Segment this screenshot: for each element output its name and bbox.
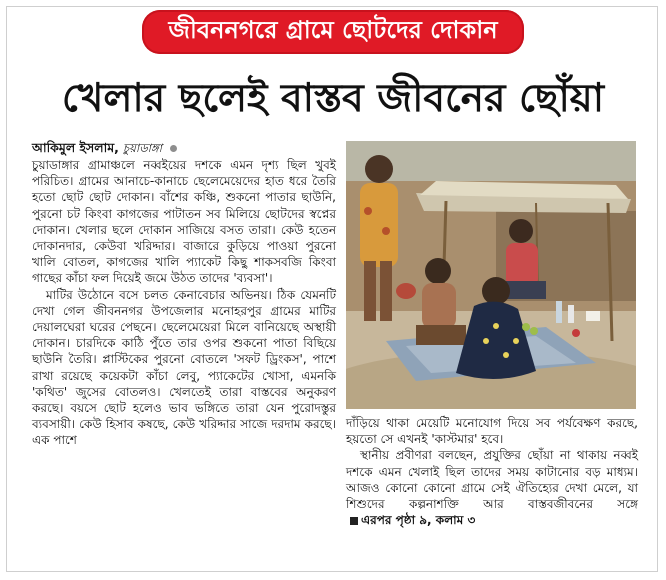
byline-dot-icon — [170, 145, 177, 152]
headline: খেলার ছলেই বাস্তব জীবনের ছোঁয়া — [61, 75, 605, 121]
article-paragraph-2: মাটির উঠোনে বসে চলত কেনাবেচার অভিনয়। ঠিক যেমনটি দেখা গেল জীবননগর উপজেলার মনোহরপুর গ্রামের মাটির দেয়ালঘেরা ঘরের পেছনে। ছেলেমেয়েরা মিলে বানিয়েছে অস্থায়ী দোকান। চারদিকে কাঠি পুঁতে তার ওপর শুকনো পাতা বিছিয়ে ছাউনি তৈরি। প্লাস্টিকের পুরনো বোতলে 'সফট ড্রিংকস', পাশে রাখা রয়েছে কয়েকটা কাঁচা লেবু, প্যাকেটের খোসা, এমনকি 'কথিত' জুসের বোতলও। খেলতেই তারা বাস্তবের অনুকরণ করছে। বয়সে ছোট হলেও ভাব ভঙ্গিতে তারা যেন পুরোদস্তুর ব্যবসায়ী। কেউ হিসাব কষছে, কেউ খরিদ্দার সাজে দরদাম করছে। এক পাশে — [32, 287, 336, 448]
kicker-container — [0, 10, 666, 58]
article-left-column — [32, 157, 336, 449]
jump-label: এরপর পৃষ্ঠা ৯, কলাম ৩ — [361, 513, 476, 528]
byline-author: আকিমুল ইসলাম, — [32, 140, 119, 155]
article-right-column — [346, 415, 638, 528]
children-shop-photo-illustration — [346, 141, 636, 409]
article-paragraph-3: দাঁড়িয়ে থাকা মেয়েটি মনোযোগ দিয়ে সব পর্যবেক্ষণ করছে, হয়তো সে এখনই 'কাস্টমার' হবে। — [346, 416, 638, 447]
kicker-banner: জীবননগরে গ্রামে ছোটদের দোকান — [142, 10, 523, 54]
continued-jump[interactable] — [346, 513, 475, 527]
byline-place: চুয়াডাঙ্গা — [122, 141, 162, 155]
jump-square-icon — [350, 517, 358, 525]
article-photo — [346, 141, 636, 409]
article-paragraph-4-text: স্থানীয় প্রবীণরা বলছেন, প্রযুক্তির ছোঁয়া না থাকায় নব্বই দশকে এমন খেলাই ছিল তাদের সময় কাটানোর বড় মাধ্যম। আজও কোনো কোনো গ্রামে সেই ঐতিহ্যের দেখা মেলে, যা শিশুদের কল্পনাশক্তি আর বাস্তবজীবনের সঙ্গে — [346, 448, 638, 512]
article-paragraph-4 — [346, 447, 638, 528]
article-paragraph-1: চুয়াডাঙ্গার গ্রামাঞ্চলে নব্বইয়ের দশকে এমন দৃশ্য ছিল খুবই পরিচিত। গ্রামের আনাচে-কানাচে ছেলেমেয়েদের হাত ধরে তৈরি হতো ছোট ছোট দোকান। বাঁশের কঞ্চি, শুকনো পাতার ছাউনি, পুরনো চট কিংবা কাগজের পাটাতন সব মিলিয়ে ছোটদের স্বপ্নের দোকান। খেলার ছলে দোকান সাজিয়ে বসত তারা। কেউ হতেন দোকানদার, কেউবা খরিদ্দার। বাজারে কুড়িয়ে পাওয়া পুরনো খালি বোতল, কাগজের খালি প্যাকেট কিছু শাকসবজি কিংবা গাছের কাঁচা ফল দিয়েই জমে উঠত তাদের 'ব্যবসা'। — [32, 158, 336, 286]
